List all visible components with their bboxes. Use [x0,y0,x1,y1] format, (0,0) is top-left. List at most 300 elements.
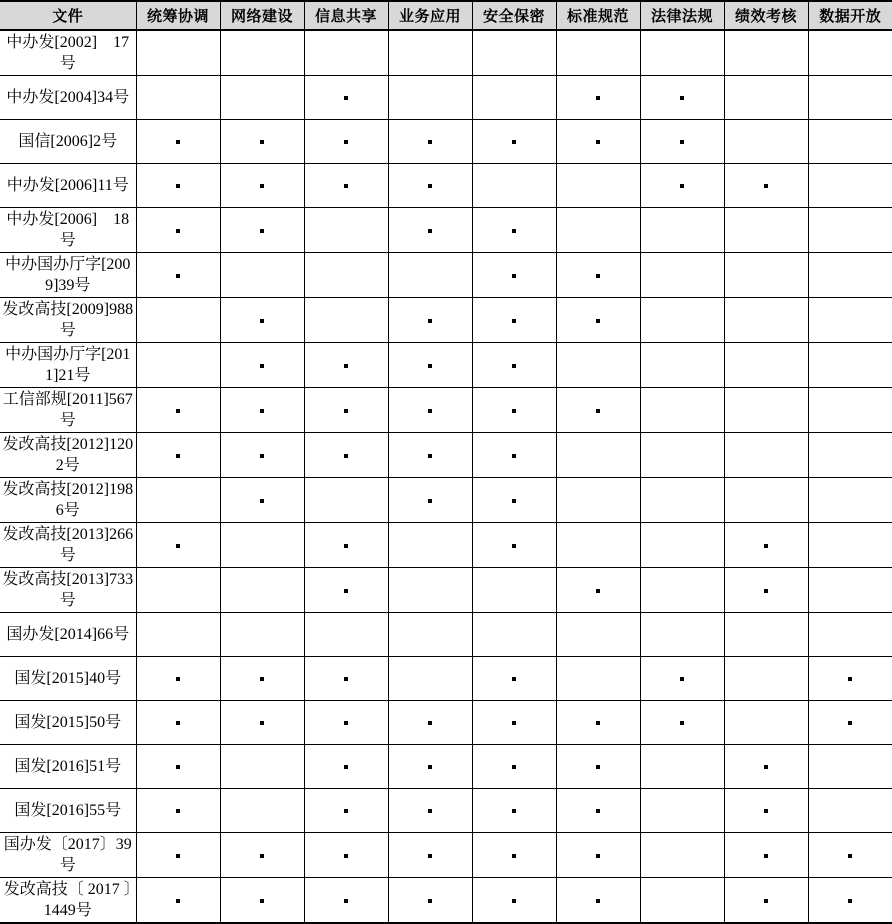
dot-mark-icon [260,854,264,858]
dot-mark-icon [596,721,600,725]
matrix-cell [388,657,472,701]
matrix-cell [304,298,388,343]
matrix-cell [388,343,472,388]
dot-mark-icon [512,364,516,368]
document-label: 工信部规[2011]567号 [0,388,136,433]
matrix-cell [556,76,640,120]
matrix-cell [136,789,220,833]
document-label: 国发[2016]51号 [0,745,136,789]
matrix-cell [724,657,808,701]
matrix-cell [304,878,388,924]
matrix-cell [808,789,892,833]
matrix-cell [388,433,472,478]
matrix-cell [472,388,556,433]
dot-mark-icon [428,854,432,858]
matrix-cell [724,208,808,253]
matrix-cell [136,433,220,478]
dot-mark-icon [764,765,768,769]
matrix-cell [724,30,808,76]
dot-mark-icon [596,899,600,903]
matrix-cell [556,30,640,76]
dot-mark-icon [260,409,264,413]
matrix-cell [220,789,304,833]
dot-mark-icon [344,677,348,681]
matrix-cell [220,433,304,478]
matrix-cell [304,701,388,745]
matrix-cell [640,164,724,208]
dot-mark-icon [260,454,264,458]
dot-mark-icon [428,184,432,188]
dot-mark-icon [344,184,348,188]
matrix-cell [808,568,892,613]
table-row [0,253,892,298]
dot-mark-icon [680,184,684,188]
document-label: 中办国办厅字[2009]39号 [0,253,136,298]
matrix-cell [640,745,724,789]
dot-mark-icon [596,854,600,858]
matrix-cell [808,76,892,120]
matrix-cell [220,878,304,924]
dot-mark-icon [344,721,348,725]
dot-mark-icon [428,364,432,368]
matrix-cell [388,878,472,924]
matrix-cell [220,298,304,343]
matrix-cell [220,701,304,745]
matrix-cell [472,701,556,745]
dot-mark-icon [848,854,852,858]
matrix-cell [808,343,892,388]
matrix-cell [304,120,388,164]
column-header-file: 文件 [0,1,136,30]
table-row [0,433,892,478]
matrix-cell [472,343,556,388]
matrix-body [0,30,892,923]
document-label: 发改高技〔 2017 〕1449号 [0,878,136,924]
matrix-cell [472,523,556,568]
matrix-cell [724,433,808,478]
dot-mark-icon [512,677,516,681]
matrix-cell [136,76,220,120]
column-header-sharing: 信息共享 [304,1,388,30]
matrix-cell [136,30,220,76]
matrix-cell [472,208,556,253]
dot-mark-icon [428,809,432,813]
matrix-cell [556,120,640,164]
dot-mark-icon [344,765,348,769]
dot-mark-icon [596,319,600,323]
matrix-cell [472,164,556,208]
matrix-cell [136,343,220,388]
matrix-cell [808,523,892,568]
matrix-cell [472,568,556,613]
document-label: 中办发[2002] 17号 [0,30,136,76]
table-row [0,568,892,613]
matrix-cell [724,76,808,120]
dot-mark-icon [428,319,432,323]
dot-mark-icon [512,409,516,413]
dot-mark-icon [596,765,600,769]
dot-mark-icon [512,809,516,813]
dot-mark-icon [428,765,432,769]
matrix-cell [136,298,220,343]
dot-mark-icon [680,140,684,144]
dot-mark-icon [512,721,516,725]
matrix-cell [556,388,640,433]
matrix-cell [220,657,304,701]
matrix-cell [724,789,808,833]
dot-mark-icon [260,721,264,725]
dot-mark-icon [596,274,600,278]
dot-mark-icon [512,319,516,323]
dot-mark-icon [260,899,264,903]
matrix-cell [136,657,220,701]
matrix-cell [136,878,220,924]
table-row [0,120,892,164]
matrix-cell [640,30,724,76]
table-row [0,388,892,433]
matrix-cell [472,76,556,120]
dot-mark-icon [344,364,348,368]
matrix-cell [220,478,304,523]
matrix-cell [220,76,304,120]
matrix-cell [388,164,472,208]
matrix-cell [556,478,640,523]
matrix-cell [388,253,472,298]
matrix-cell [724,253,808,298]
matrix-cell [556,208,640,253]
document-label: 发改高技[2012]1202号 [0,433,136,478]
document-label: 中办国办厅字[2011]21号 [0,343,136,388]
table-row [0,657,892,701]
document-label: 发改高技[2013]266号 [0,523,136,568]
dot-mark-icon [512,140,516,144]
matrix-cell [388,833,472,878]
matrix-cell [808,208,892,253]
document-label: 国办发[2014]66号 [0,613,136,657]
matrix-cell [472,298,556,343]
matrix-cell [808,613,892,657]
dot-mark-icon [596,589,600,593]
matrix-cell [304,745,388,789]
matrix-cell [388,701,472,745]
dot-mark-icon [428,499,432,503]
document-label: 发改高技[2013]733号 [0,568,136,613]
matrix-cell [556,253,640,298]
matrix-cell [220,30,304,76]
matrix-cell [640,613,724,657]
dot-mark-icon [176,229,180,233]
dot-mark-icon [176,274,180,278]
matrix-cell [556,789,640,833]
matrix-cell [388,388,472,433]
dot-mark-icon [428,721,432,725]
matrix-cell [808,657,892,701]
document-label: 中办发[2004]34号 [0,76,136,120]
document-label: 国发[2016]55号 [0,789,136,833]
column-header-open-data: 数据开放 [808,1,892,30]
matrix-cell [304,388,388,433]
matrix-cell [472,253,556,298]
matrix-cell [724,745,808,789]
document-label: 发改高技[2012]1986号 [0,478,136,523]
dot-mark-icon [344,140,348,144]
document-label: 国信[2006]2号 [0,120,136,164]
dot-mark-icon [512,229,516,233]
matrix-cell [304,613,388,657]
matrix-cell [304,343,388,388]
matrix-cell [388,76,472,120]
column-header-security: 安全保密 [472,1,556,30]
matrix-cell [136,613,220,657]
matrix-cell [808,433,892,478]
matrix-cell [724,568,808,613]
dot-mark-icon [344,809,348,813]
dot-mark-icon [848,899,852,903]
matrix-cell [724,343,808,388]
matrix-cell [724,701,808,745]
matrix-cell [388,208,472,253]
column-header-standards: 标准规范 [556,1,640,30]
dot-mark-icon [680,96,684,100]
matrix-cell [304,253,388,298]
dot-mark-icon [512,274,516,278]
dot-mark-icon [176,677,180,681]
dot-mark-icon [176,721,180,725]
matrix-cell [808,30,892,76]
matrix-cell [556,164,640,208]
matrix-cell [556,701,640,745]
matrix-cell [472,478,556,523]
matrix-cell [808,745,892,789]
dot-mark-icon [176,544,180,548]
dot-mark-icon [344,96,348,100]
dot-mark-icon [344,454,348,458]
matrix-cell [472,878,556,924]
dot-mark-icon [260,677,264,681]
matrix-cell [556,523,640,568]
dot-mark-icon [260,140,264,144]
matrix-cell [808,833,892,878]
matrix-cell [136,478,220,523]
dot-mark-icon [512,765,516,769]
matrix-cell [472,433,556,478]
table-row [0,30,892,76]
matrix-cell [556,568,640,613]
dot-mark-icon [260,364,264,368]
matrix-cell [724,833,808,878]
dot-mark-icon [512,899,516,903]
matrix-cell [472,789,556,833]
dot-mark-icon [764,589,768,593]
dot-mark-icon [344,589,348,593]
table-row [0,878,892,924]
dot-mark-icon [176,765,180,769]
matrix-cell [220,164,304,208]
matrix-cell [136,120,220,164]
dot-mark-icon [176,454,180,458]
dot-mark-icon [260,319,264,323]
matrix-cell [640,789,724,833]
matrix-cell [640,388,724,433]
dot-mark-icon [428,140,432,144]
dot-mark-icon [176,140,180,144]
matrix-cell [472,30,556,76]
dot-mark-icon [260,229,264,233]
header-row [0,1,892,30]
matrix-cell [388,745,472,789]
matrix-cell [220,208,304,253]
table-row [0,164,892,208]
matrix-cell [136,523,220,568]
matrix-cell [136,701,220,745]
dot-mark-icon [596,140,600,144]
dot-mark-icon [344,409,348,413]
matrix-cell [388,298,472,343]
matrix-cell [388,523,472,568]
document-label: 中办发[2006] 18号 [0,208,136,253]
dot-mark-icon [176,184,180,188]
matrix-cell [388,30,472,76]
matrix-cell [220,745,304,789]
dot-mark-icon [848,677,852,681]
matrix-cell [136,833,220,878]
matrix-cell [304,76,388,120]
matrix-cell [136,208,220,253]
matrix-cell [220,388,304,433]
matrix-cell [304,523,388,568]
matrix-cell [136,164,220,208]
matrix-cell [556,833,640,878]
matrix-cell [304,657,388,701]
matrix-cell [808,164,892,208]
matrix-cell [724,613,808,657]
dot-mark-icon [428,899,432,903]
dot-mark-icon [512,544,516,548]
matrix-cell [388,478,472,523]
dot-mark-icon [680,677,684,681]
matrix-cell [808,120,892,164]
matrix-cell [304,568,388,613]
matrix-cell [556,878,640,924]
table-row [0,298,892,343]
matrix-cell [304,208,388,253]
matrix-cell [808,388,892,433]
dot-mark-icon [764,184,768,188]
dot-mark-icon [512,499,516,503]
matrix-cell [556,613,640,657]
dot-mark-icon [176,899,180,903]
matrix-cell [808,701,892,745]
matrix-cell [640,833,724,878]
table-row [0,208,892,253]
column-header-application: 业务应用 [388,1,472,30]
dot-mark-icon [176,409,180,413]
document-label: 中办发[2006]11号 [0,164,136,208]
matrix-cell [640,878,724,924]
column-header-network: 网络建设 [220,1,304,30]
matrix-cell [724,164,808,208]
matrix-cell [472,745,556,789]
matrix-cell [472,657,556,701]
column-header-law: 法律法规 [640,1,724,30]
dot-mark-icon [428,454,432,458]
matrix-cell [136,745,220,789]
matrix-cell [556,433,640,478]
matrix-cell [220,568,304,613]
matrix-cell [640,76,724,120]
table-row [0,789,892,833]
matrix-cell [304,789,388,833]
document-label: 国发[2015]50号 [0,701,136,745]
matrix-cell [640,120,724,164]
matrix-cell [808,298,892,343]
dot-mark-icon [176,854,180,858]
matrix-cell [220,523,304,568]
matrix-cell [556,745,640,789]
document-label: 国发[2015]40号 [0,657,136,701]
table-row [0,343,892,388]
table-row [0,613,892,657]
table-row [0,76,892,120]
column-header-coordination: 统筹协调 [136,1,220,30]
matrix-cell [640,523,724,568]
dot-mark-icon [596,409,600,413]
dot-mark-icon [344,854,348,858]
matrix-cell [304,833,388,878]
matrix-cell [220,613,304,657]
matrix-cell [136,253,220,298]
dot-mark-icon [764,809,768,813]
dot-mark-icon [260,499,264,503]
matrix-cell [220,833,304,878]
dot-mark-icon [344,544,348,548]
dot-mark-icon [344,899,348,903]
matrix-cell [724,878,808,924]
table-row [0,701,892,745]
matrix-cell [388,120,472,164]
matrix-cell [136,568,220,613]
matrix-cell [640,701,724,745]
matrix-cell [304,164,388,208]
matrix-cell [724,523,808,568]
matrix-cell [220,120,304,164]
dot-mark-icon [764,854,768,858]
matrix-cell [640,343,724,388]
matrix-cell [724,388,808,433]
matrix-cell [304,30,388,76]
dot-mark-icon [512,854,516,858]
matrix-cell [388,568,472,613]
matrix-cell [472,833,556,878]
dot-mark-icon [764,544,768,548]
document-label: 国办发〔2017〕39号 [0,833,136,878]
matrix-cell [472,120,556,164]
matrix-cell [556,298,640,343]
matrix-cell [640,433,724,478]
matrix-cell [808,878,892,924]
matrix-cell [388,789,472,833]
matrix-cell [724,478,808,523]
dot-mark-icon [596,96,600,100]
matrix-cell [304,433,388,478]
dot-mark-icon [596,809,600,813]
matrix-cell [304,478,388,523]
dot-mark-icon [848,721,852,725]
dot-mark-icon [260,184,264,188]
table-row [0,478,892,523]
matrix-cell [640,478,724,523]
matrix-cell [220,343,304,388]
